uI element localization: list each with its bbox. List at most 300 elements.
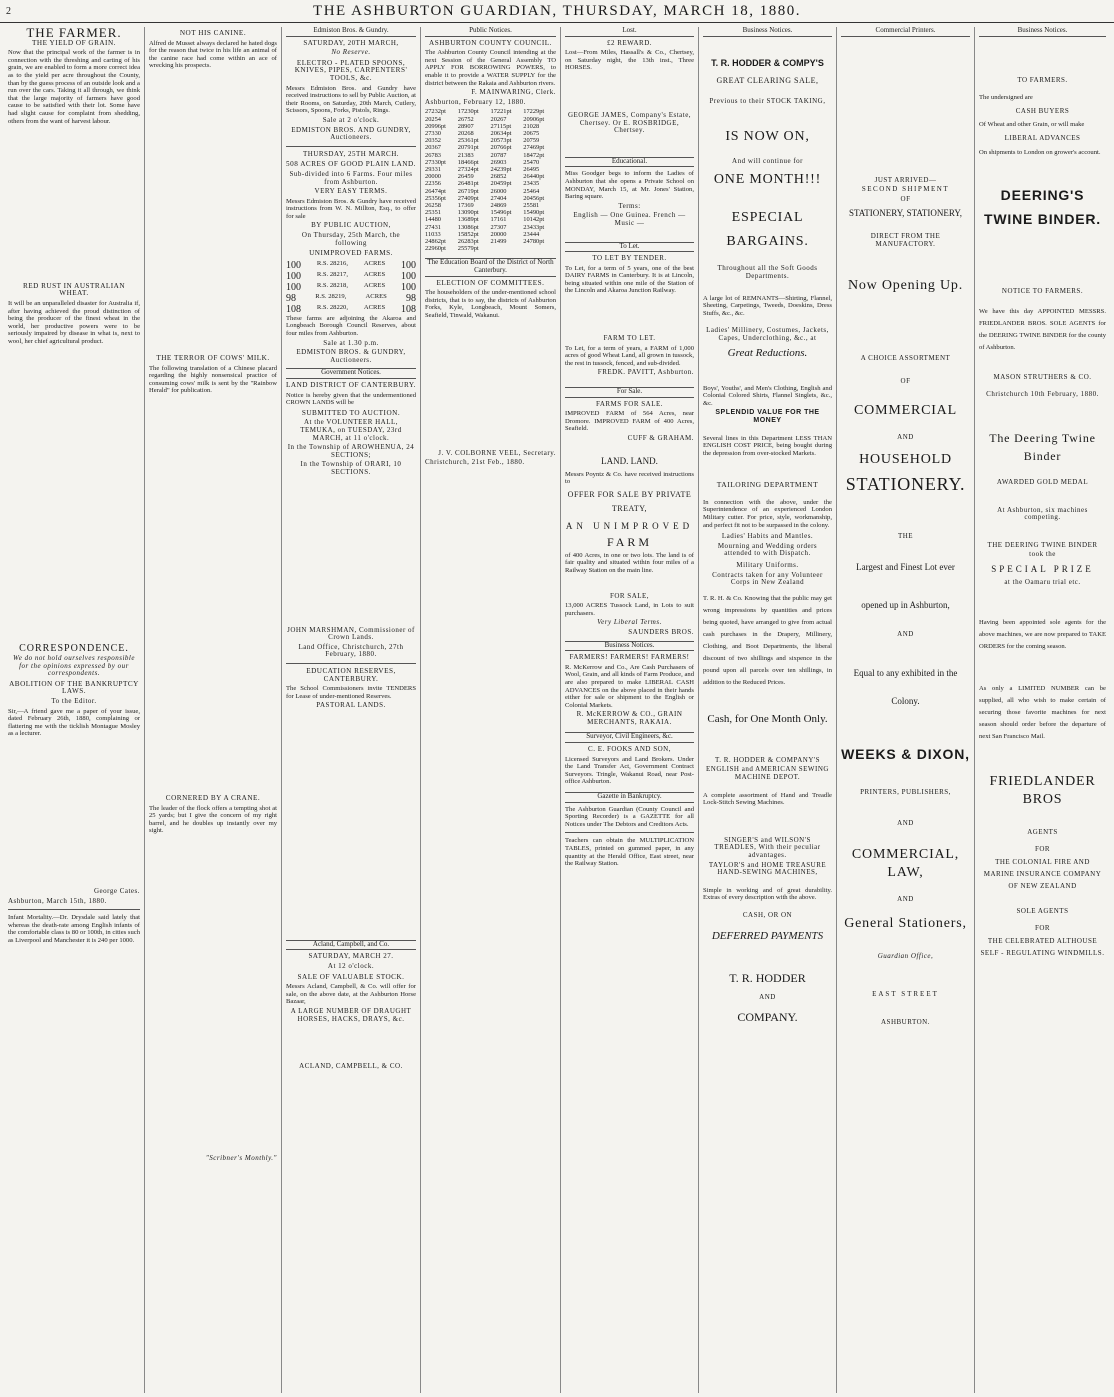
lost-sign: GEORGE JAMES, Company's Estate, Chertsey. Or E. ROSBRIDGE, Chertsey.	[567, 110, 692, 135]
section-number: 26852	[490, 173, 507, 181]
section-number: 21028	[523, 122, 540, 130]
stationery2: STATIONERY.	[845, 474, 966, 495]
lot-row	[286, 293, 416, 304]
ad5-sub: A LARGE NUMBER OF DRAUGHT HORSES, HACKS, DRAYS, &c.	[290, 1007, 412, 1023]
section-number: 23444	[523, 230, 540, 238]
council-sign: F. MAINWARING, Clerk.	[471, 88, 556, 97]
section-number: 22356	[425, 180, 441, 188]
notice-farmers: NOTICE TO FARMERS.	[1001, 287, 1084, 296]
section-number: 28907	[457, 122, 474, 130]
fooks-body: Licensed Surveyors and Land Brokers. Under the Land Transfer Act, Government Contract Surveyors. Tringle, Wakanui Road, near Post-office Ashburton.	[565, 755, 694, 786]
numbers-row	[425, 173, 556, 180]
section-number: 23433pt	[523, 223, 545, 231]
section-number: 25464	[523, 187, 540, 195]
ad1-body: Messrs Edmiston Bros. and Gundry have received instructions to sell by Public Auction, at their Rooms, on Saturday, 20th March, Cutlery, Scissors, Spoons, Forks, Pistols, Rings.	[286, 84, 416, 115]
election-date: Christchurch, 21st Feb., 1880.	[425, 458, 525, 467]
mason-date: Christchurch 10th February, 1880.	[986, 390, 1099, 399]
land-body2: of 400 Acres, in one or two lots. The land is of fair quality and situated within four miles of a Railway Station on the main line.	[565, 551, 694, 574]
divider	[8, 909, 140, 910]
school-fees: English — One Guinea. French — Music —	[573, 211, 686, 227]
column-8	[975, 27, 1110, 1393]
section-number: 25361pt	[457, 137, 479, 145]
section-number: 27330	[425, 129, 441, 137]
column-2	[145, 27, 282, 1393]
lost-body: Lost—From Miles, Hassall's & Co., Chertsey, on Saturday night, the 13th inst., Three HORSES.	[565, 49, 694, 72]
numbers-row	[425, 195, 556, 202]
wheat: Of Wheat and other Grain, or will make	[979, 121, 1085, 129]
habits: Ladies' Habits and Mantles.	[721, 532, 814, 541]
column-4	[421, 27, 561, 1393]
numbers-row	[425, 202, 556, 209]
ad3-sub: SUBMITTED TO AUCTION.	[301, 408, 401, 417]
section-number: 20634pt	[490, 129, 512, 137]
section-number: 26440pt	[523, 173, 545, 181]
section-number: 20573pt	[490, 137, 512, 145]
ad1-sign: EDMISTON BROS. AND GUNDRY, Auctioneers.	[291, 125, 411, 142]
numbers-row	[425, 238, 556, 245]
section-number: 21499	[490, 238, 507, 245]
section-number: 11033	[425, 230, 441, 238]
ad2-sign: EDMISTON BROS. & GUNDRY, Auctioneers.	[296, 348, 406, 364]
section-number: 22960pt	[425, 245, 446, 253]
section-number: 26752	[457, 115, 474, 123]
lot-row	[286, 260, 416, 271]
section-number: 24862pt	[425, 238, 446, 245]
lost-header: Lost.	[565, 27, 694, 37]
numbers-row	[425, 159, 556, 166]
east-street: EAST STREET	[872, 989, 939, 998]
masthead	[0, 0, 1114, 23]
guardian-office: Guardian Office,	[877, 952, 934, 961]
section-number: 26481pt	[457, 180, 479, 188]
section-number: 20000	[425, 173, 441, 181]
stock-taking: Previous to their STOCK TAKING,	[709, 97, 826, 106]
school-terms: Terms:	[618, 201, 641, 210]
lot-row	[286, 282, 416, 293]
red-rust-article: It will be an unparalleled disaster for Australia if, after having achieved the proud distinction of being the producer of the finest wheat in the world, her productive powers were to be seriously impaired by disease in what is, next to wool, her chief agricultural product.	[8, 299, 140, 345]
section-number: 26000	[490, 187, 507, 195]
section-number: 15490pt	[523, 209, 545, 217]
lot-acres-right: 98	[405, 292, 416, 304]
lot-unit: ACRES	[363, 303, 386, 311]
section-number: 24780pt	[523, 238, 545, 245]
several-lines: Several lines in this Department LESS THAN ENGLISH COST PRICE, being bought during the depression from over-stocked Markets.	[703, 434, 832, 457]
crane-article: The leader of the flock offers a tempting shot at 25 yards; but I give the concern of my right barrel, and he doubles up instantly over my sight.	[149, 804, 277, 835]
cash-or: CASH, OR ON	[742, 910, 793, 919]
divider	[565, 832, 694, 833]
lot-unit: ACRES	[363, 281, 386, 289]
section-number: 26719pt	[457, 187, 479, 195]
section-number: 13090pt	[457, 209, 479, 217]
lot-acres: 100	[286, 270, 301, 282]
lot-rs: R.S. 28219,	[315, 292, 347, 300]
depot-body: A complete assortment of Hand and Treadle Lock-Stitch Sewing Machines.	[703, 791, 832, 807]
ad2-when: On Thursday, 25th March, the following	[301, 231, 401, 247]
to-farmers: TO FARMERS.	[1017, 75, 1068, 84]
gazette-header: Gazette in Bankruptcy.	[565, 792, 694, 803]
ad2-auction: BY PUBLIC AUCTION,	[311, 221, 391, 230]
equal: Equal to any exhibited in the Colony.	[853, 667, 958, 706]
sewing-depot: ENGLISH and AMERICAN SEWING MACHINE DEPOT.	[706, 765, 829, 781]
section-number: 26474pt	[425, 187, 446, 195]
farm-let-title: FARM TO LET.	[603, 334, 656, 343]
undersigned: The undersigned are	[979, 94, 1033, 102]
ad5-sign: ACLAND, CAMPBELL, & CO.	[299, 1062, 403, 1071]
cows-milk-article: The following translation of a Chinese placard regarding the highly nonsensical practice of consuming cows' milk is sent by the "Rainbow Herald" for publication.	[149, 364, 277, 395]
ad3-sign: JOHN MARSHMAN, Commissioner of Crown Lands.	[287, 625, 415, 642]
ad3-date: Land Office, Christchurch, 27th February, 1880.	[298, 642, 404, 659]
farms-sale-sign: CUFF & GRAHAM.	[627, 434, 694, 442]
awarded: AWARDED GOLD MEDAL	[996, 477, 1089, 486]
just-arrived: JUST ARRIVED—	[874, 175, 937, 184]
reward: £2 REWARD.	[606, 38, 653, 47]
ad5-date: SATURDAY, MARCH 27.	[308, 952, 394, 961]
section-number: 24869	[490, 201, 507, 209]
lot-acres: 100	[286, 259, 301, 271]
the: THE	[897, 532, 914, 541]
section-number: 20267	[490, 115, 507, 123]
column-3	[282, 27, 421, 1393]
numbers-row	[425, 130, 556, 137]
section-number: 20254	[425, 115, 441, 123]
printers: PRINTERS, PUBLISHERS,	[860, 787, 951, 796]
hodder-company: T. R. HODDER & COMPANY'S	[714, 755, 821, 764]
council-body: The Ashburton County Council intending at the next Session of the General Assembly TO APPLY FOR BORROWING POWERS, to enable it to provide a WATER SUPPLY for the district between the Rakaia and Ashburton rivers.	[425, 49, 556, 87]
the-deering: THE DEERING TWINE BINDER	[987, 540, 1098, 549]
mourning: Mourning and Wedding orders attended to with Dispatch.	[717, 541, 818, 558]
numbers-row	[425, 116, 556, 123]
ad1-date: SATURDAY, 20TH MARCH,	[303, 38, 399, 47]
cash-buyers: CASH BUYERS	[1015, 106, 1070, 115]
ad3-body: Notice is hereby given that the undermentioned CROWN LANDS will be	[286, 391, 416, 407]
column-6	[699, 27, 837, 1393]
lot-rs: R.S. 28217,	[316, 270, 349, 278]
household: HOUSEHOLD	[859, 452, 952, 468]
column-7	[837, 27, 975, 1393]
canine-heading: NOT HIS CANINE.	[179, 29, 247, 37]
ad2-sub: Sub-divided into 6 Farms. Four miles from Ashburton.	[289, 169, 413, 186]
section-number: 27307	[490, 223, 507, 231]
section-number: 27330pt	[425, 158, 446, 166]
farms-sale-body: IMPROVED FARM of 564 Acres, near Dromore. IMPROVED FARM of 400 Acres, Seafield.	[565, 410, 694, 433]
military: Military Uniforms.	[736, 561, 799, 570]
letter-body: Sir,—A friend gave me a paper of your issue, dated February 26th, 1880, complaining or flattering me with the ticklish Montague Mosley as a lecturer.	[8, 707, 140, 738]
ad2-title: 508 ACRES OF GOOD PLAIN LAND.	[286, 160, 416, 169]
mason: MASON STRUTHERS & CO.	[993, 372, 1092, 381]
farmer-heading: THE FARMER.	[26, 27, 122, 40]
commercial: COMMERCIAL	[854, 402, 957, 418]
shipments: On shipments to London on grower's account.	[979, 148, 1101, 156]
ad2-date: THURSDAY, 25TH MARCH.	[302, 149, 400, 158]
stationery: STATIONERY, STATIONERY,	[849, 208, 962, 219]
lot-row	[286, 304, 416, 315]
numbers-row	[425, 152, 556, 159]
fooks-title: C. E. FOOKS AND SON,	[588, 745, 671, 754]
deerings: DEERING'S	[1000, 187, 1085, 204]
council-title: ASHBURTON COUNTY COUNCIL.	[429, 38, 552, 47]
section-number: 13689pt	[457, 216, 479, 224]
section-number: 26258	[425, 201, 441, 209]
oamaru: at the Oamaru trial etc.	[1004, 577, 1081, 586]
twine-binder: TWINE BINDER.	[984, 211, 1101, 228]
clearing-sale: GREAT CLEARING SALE,	[716, 75, 819, 85]
school-body: Miss Goodger begs to inform the Ladies of Ashburton that she opens a Private School on MONDAY, March 15, at Mr. Jones' Station, Baring square.	[565, 170, 694, 201]
section-number: 17229pt	[523, 108, 545, 116]
lot-rs: R.S. 28218,	[316, 281, 349, 289]
lot-acres: 98	[286, 292, 296, 304]
continue: And will continue for	[732, 156, 803, 165]
special-prize: SPECIAL PRIZE	[991, 563, 1094, 574]
section-number: 20367	[425, 144, 441, 152]
lot-unit: ACRES	[363, 259, 386, 267]
for2: FOR	[1034, 924, 1051, 933]
divider	[286, 663, 416, 664]
weeks-dixon: WEEKS & DIXON,	[841, 745, 970, 762]
farms-sale-title: FARMS FOR SALE.	[595, 399, 664, 408]
now-opening: Now Opening Up.	[847, 277, 964, 293]
numbers-row	[425, 245, 556, 252]
splendid-value: SPLENDID VALUE FOR THE MONEY	[715, 409, 820, 424]
numbers-row	[425, 180, 556, 187]
tailoring-body: In connection with the above, under the Superintendence of an experienced London Military cutter. For price, style, workmanship, and perfect fit not to be surpassed in the colony.	[703, 498, 832, 529]
section-number: 27232pt	[425, 108, 446, 116]
section-number	[523, 245, 556, 252]
column-5	[561, 27, 699, 1393]
knowing: T. R. H. & Co. Knowing that the public may get wrong impressions by quantities and prices being quoted, have arranged to give from actual cash purchases in the Drapery, Millinery, Clothing, and Boot Departments, the liberal discount of two shillings and sixpence in the pound upon all parcels over ten shillings, in addition to the Reduced Prices.	[703, 594, 832, 686]
section-number: 20000	[490, 230, 507, 238]
one-month: ONE MONTH!!!	[713, 172, 822, 188]
lots-list	[286, 260, 416, 315]
land-offer: OFFER FOR SALE BY PRIVATE TREATY,	[567, 489, 692, 513]
acres-body: 13,000 ACRES Tussock Land, in Lots to suit purchasers.	[565, 602, 694, 617]
taylors: TAYLOR'S and HOME TREASURE HAND-SEWING MACHINES,	[708, 860, 827, 877]
for: FOR	[1034, 845, 1051, 854]
ad2-body: Messrs Edmiston Bros. & Gundry have received instructions from W. N. Millton, Esq., to offer for sale	[286, 197, 416, 220]
land-an: AN UNIMPROVED	[565, 520, 694, 531]
section-number: 26903	[490, 158, 507, 166]
singers: SINGER'S and WILSON'S TREADLES, With their peculiar advantages.	[714, 835, 821, 859]
farmers-title: FARMERS! FARMERS! FARMERS!	[569, 653, 690, 662]
cows-milk-heading: THE TERROR OF COWS' MILK.	[156, 353, 270, 362]
section-number: 27324pt	[457, 165, 479, 173]
ad1-note: No Reserve.	[331, 48, 371, 57]
section-number: 26783	[425, 151, 441, 159]
and: AND	[759, 992, 776, 1001]
election-title: ELECTION OF COMMITTEES.	[436, 278, 545, 287]
crane-source: "Scribner's Monthly."	[205, 1153, 277, 1162]
of: OF	[900, 194, 911, 203]
ad5-time: At 12 o'clock.	[327, 962, 375, 971]
canine-article: Alfred de Musset always declared he hated dogs for the reason that twice in his life an animal of the canine race had come within an ace of wrecking his prospects.	[149, 39, 277, 70]
section-number: 26495	[523, 165, 540, 173]
numbers-row	[425, 231, 556, 238]
of2: OF	[900, 377, 911, 386]
section-number: 20675	[523, 129, 540, 137]
acres-terms: Very Liberal Terms.	[597, 618, 662, 627]
section-number: 20459pt	[490, 180, 512, 188]
section-number: 13086pt	[457, 223, 479, 231]
to-let-header: To Let.	[565, 242, 694, 253]
numbers-row	[425, 108, 556, 115]
numbers-row	[425, 144, 556, 151]
remnants: A large lot of REMNANTS—Shirting, Flannel, Sheeting, Carpetings, Tweeds, Doeskins, Dress Stuffs, &c., &c.	[703, 294, 832, 317]
limited: As only a LIMITED NUMBER can be supplied, all who wish to make certain of securing those favorite machines for next season should order before the departure of next San Francisco Mail.	[979, 684, 1106, 740]
ad2-terms: VERY EASY TERMS.	[314, 187, 388, 196]
section-number: 25351	[425, 209, 441, 217]
farmers-sign: R. McKERROW & CO., GRAIN MERCHANTS, RAKAIA.	[576, 710, 683, 726]
friedlander: FRIEDLANDER BROS	[989, 773, 1096, 807]
section-number: 20456pt	[523, 194, 545, 202]
numbers-row	[425, 188, 556, 195]
now-on: IS NOW ON,	[725, 128, 810, 144]
land-title: LAND. LAND.	[601, 455, 658, 466]
sole-agents: SOLE AGENTS	[1016, 906, 1069, 915]
bargains: BARGAINS.	[726, 234, 809, 250]
section-number: 17230pt	[457, 108, 479, 116]
column-1	[4, 27, 145, 1393]
section-number	[491, 245, 524, 252]
section-number: 20906pt	[523, 115, 545, 123]
land-body: Messrs Poyntz & Co. have received instructions to	[565, 470, 694, 486]
lot-rs: R.S. 28220,	[316, 303, 349, 311]
letter-date: Ashburton, March 15th, 1880.	[8, 896, 107, 905]
section-number: 27404	[490, 194, 507, 202]
section-number: 27469pt	[523, 144, 545, 152]
ad3-title: LAND DISTRICT OF CANTERBURY.	[286, 381, 416, 389]
business-header: Business Notices.	[979, 27, 1106, 37]
colonial: THE COLONIAL FIRE AND MARINE INSURANCE COMPANY OF NEW ZEALAND	[983, 857, 1102, 890]
section-number: 29331	[425, 165, 441, 173]
tailoring-title: TAILORING DEPARTMENT	[716, 480, 819, 490]
section-number: 17221pt	[490, 108, 512, 116]
largest: Largest and Finest Lot ever	[856, 561, 955, 572]
and: AND	[897, 432, 914, 441]
ad2-time: Sale at 1.30 p.m.	[323, 338, 379, 347]
correspondence-note: We do not hold ourselves responsible for the opinions expressed by our correspondents.	[13, 654, 135, 678]
lot-row	[286, 271, 416, 282]
section-number: 27431	[425, 223, 441, 231]
gov-header: Government Notices.	[286, 368, 416, 379]
abolition-subheading: ABOLITION OF THE BANKRUPTCY LAWS.	[9, 679, 139, 696]
direct: DIRECT FROM THE MANUFACTORY.	[870, 232, 941, 248]
section-number: 25356pt	[425, 194, 446, 202]
masthead-title: THE ASHBURTON GUARDIAN, THURSDAY, MARCH 18, 1880.	[313, 2, 801, 19]
acland-header: Acland, Campbell, and Co.	[286, 940, 416, 951]
hodder-firm: T. R. HODDER & COMPY'S	[711, 57, 824, 68]
numbers-row	[425, 166, 556, 173]
teachers-body: Teachers can obtain the MULTIPLICATION TABLES, printed on gummed paper, in any quantity at the Herald Office, East street, near the Railway Station.	[565, 837, 694, 868]
election-body: The householders of the under-mentioned school districts, that is to say, the districts of Ashburton Forks, Kyle, Longbeach, Mount Somers, Seafield, Tinwald, Wakanui.	[425, 289, 556, 319]
section-number: 25470	[523, 158, 540, 166]
lot-acres-right: 100	[401, 259, 416, 271]
infant-mortality: Infant Mortality.—Dr. Drysdale said lately that whereas the death-rate among English infants of the comfortable class is 80 or 100th, in cities such as Liverpool and Manchester it is 240 per 1000.	[8, 914, 140, 944]
section-number: 25581	[523, 201, 540, 209]
edmiston-header: Edmiston Bros. & Gundry.	[286, 27, 416, 37]
lot-unit: ACRES	[363, 270, 386, 278]
acres-title: FOR SALE,	[609, 591, 650, 600]
ad4-sub: PASTORAL LANDS.	[316, 701, 386, 710]
land-farm: FARM	[606, 534, 653, 549]
section-number: 18472pt	[523, 151, 545, 159]
section-number: 21383	[457, 151, 474, 159]
ad4-title: EDUCATION RESERVES, CANTERBURY.	[306, 666, 396, 683]
great-reductions: Great Reductions.	[727, 346, 808, 359]
to-editor: To the Editor.	[51, 697, 97, 706]
section-number: 24239pt	[490, 165, 512, 173]
especial: ESPECIAL	[731, 210, 804, 226]
lot-acres-right: 100	[401, 270, 416, 282]
section-number: 15852pt	[457, 230, 479, 238]
tender-title: TO LET BY TENDER.	[592, 254, 667, 263]
farm-let-body: To Let, for a term of years, a FARM of 1,000 acres of good Wheat Land, all grown in tussock, the rest in tussock, fenced, and sub-divided.	[565, 344, 694, 367]
section-number: 23435	[523, 180, 540, 188]
millinery: Ladies' Millinery, Costumes, Jackets, Capes, Underclothing, &c., at	[706, 326, 829, 342]
tender-body: To Let, for a term of 5 years, one of the best DAIRY FARMS in Canterbury. It is at Lincoln, being situated within one mile of the Station of the Lincoln and Akaroa Junction Railway.	[565, 264, 694, 295]
contracts: Contracts taken for any Volunteer Corps in New Zealand	[712, 570, 823, 587]
lot-acres-right: 100	[401, 281, 416, 293]
for-sale-header: For Sale.	[565, 387, 694, 398]
lot-acres-right: 108	[401, 303, 416, 315]
yield-article: Now that the principal work of the farmer is in connection with the threshing and carting of his grain, we are enabled to form a more correct idea as to the yield per acre throughout the County, than by the guess process of an outside look and a run over the cars. Taking it all through, we think that the large majority of farmers have good cause to be satisfied with their lot. Some have had slight cause for complaint from shedding, others from the want of harvest labour.	[8, 49, 140, 125]
boys-clothing: Boys', Youths', and Men's Clothing, English and Colonial Colored Shirts, Flannel Singlets, &c., &c.	[703, 384, 832, 407]
page-number: 2	[6, 5, 13, 17]
section-numbers-table	[425, 108, 556, 252]
six-machines: At Ashburton, six machines competing.	[997, 505, 1088, 522]
simple: Simple in working and of great durability. Extras of every description with the above.	[703, 886, 832, 902]
tr-hodder: T. R. HODDER	[729, 970, 806, 985]
printers-header: Commercial Printers.	[841, 27, 970, 37]
lot-acres: 100	[286, 281, 301, 293]
education-header: The Education Board of the District of North Canterbury.	[425, 258, 556, 276]
and4: AND	[897, 894, 914, 903]
crane-heading: CORNERED BY A CRANE.	[165, 793, 261, 802]
soft-goods: Throughout all the Soft Goods Departments.	[717, 264, 818, 280]
section-number: 26459	[457, 173, 474, 181]
ad2-head: UNIMPROVED FARMS.	[309, 249, 393, 258]
business-header: Business Notices.	[703, 27, 832, 37]
ad3-town: In the Township of AROWHENUA, 24 SECTIONS;	[287, 443, 415, 459]
section-number: 20268	[457, 129, 474, 137]
and2: AND	[897, 629, 914, 638]
and3: AND	[897, 819, 914, 828]
lot-unit: ACRES	[365, 292, 387, 300]
having: Having been appointed sole agents for the above machines, we are now prepared to TAKE ORDERS for the coming season.	[979, 618, 1106, 650]
took: took the	[1029, 550, 1056, 559]
second-shipment: SECOND SHIPMENT	[861, 185, 950, 194]
farmers-body: R. McKerrow and Co., Are Cash Purchasers of Wool, Grain, and all kinds of Farm Produce, and are also prepared to make LIBERAL CASH ADVANCES on the above placed in their hands either for sale or shipment to the English or Colonial Markets.	[565, 663, 694, 709]
gazette-body: The Ashburton Guardian (County Council and Sporting Recorder) is a GAZETTE for all Notices under The Debtors and Creditors Acts.	[565, 805, 694, 828]
section-number: 10142pt	[523, 216, 545, 224]
numbers-row	[425, 123, 556, 130]
section-number: 20996pt	[425, 122, 446, 130]
divider	[286, 146, 416, 147]
yield-subheading: THE YIELD OF GRAIN.	[32, 38, 116, 47]
surveyor-header: Surveyor, Civil Engineers, &c.	[565, 732, 694, 743]
numbers-row	[425, 137, 556, 144]
commercial-law: COMMERCIAL, LAW,	[851, 846, 960, 880]
ad2-body2: These farms are adjoining the Akaroa and Longbeach Borough Council Reserves, about four miles from Ashburton.	[286, 314, 416, 338]
section-number: 17161	[490, 216, 507, 224]
public-notices-header: Public Notices.	[425, 27, 556, 37]
althouse: THE CELEBRATED ALTHOUSE SELF - REGULATING WINDMILLS.	[980, 936, 1105, 957]
general-stationers: General Stationers,	[844, 916, 967, 932]
numbers-row	[425, 224, 556, 231]
ad5-body: Messrs Acland, Campbell, & Co. will offer for sale, on the above date, at the Ashburton Horse Bazaar,	[286, 983, 416, 1006]
ad3-at: At the VOLUNTEER HALL, TEMUKA, on TUESDAY, 23rd MARCH, at 11 o'clock.	[300, 418, 402, 442]
ad4-body: The School Commissioners invite TENDERS for Lease of under-mentioned Reserves.	[286, 685, 416, 700]
council-date: Ashburton, February 12, 1880.	[425, 97, 526, 106]
section-number: 27409pt	[457, 194, 479, 202]
